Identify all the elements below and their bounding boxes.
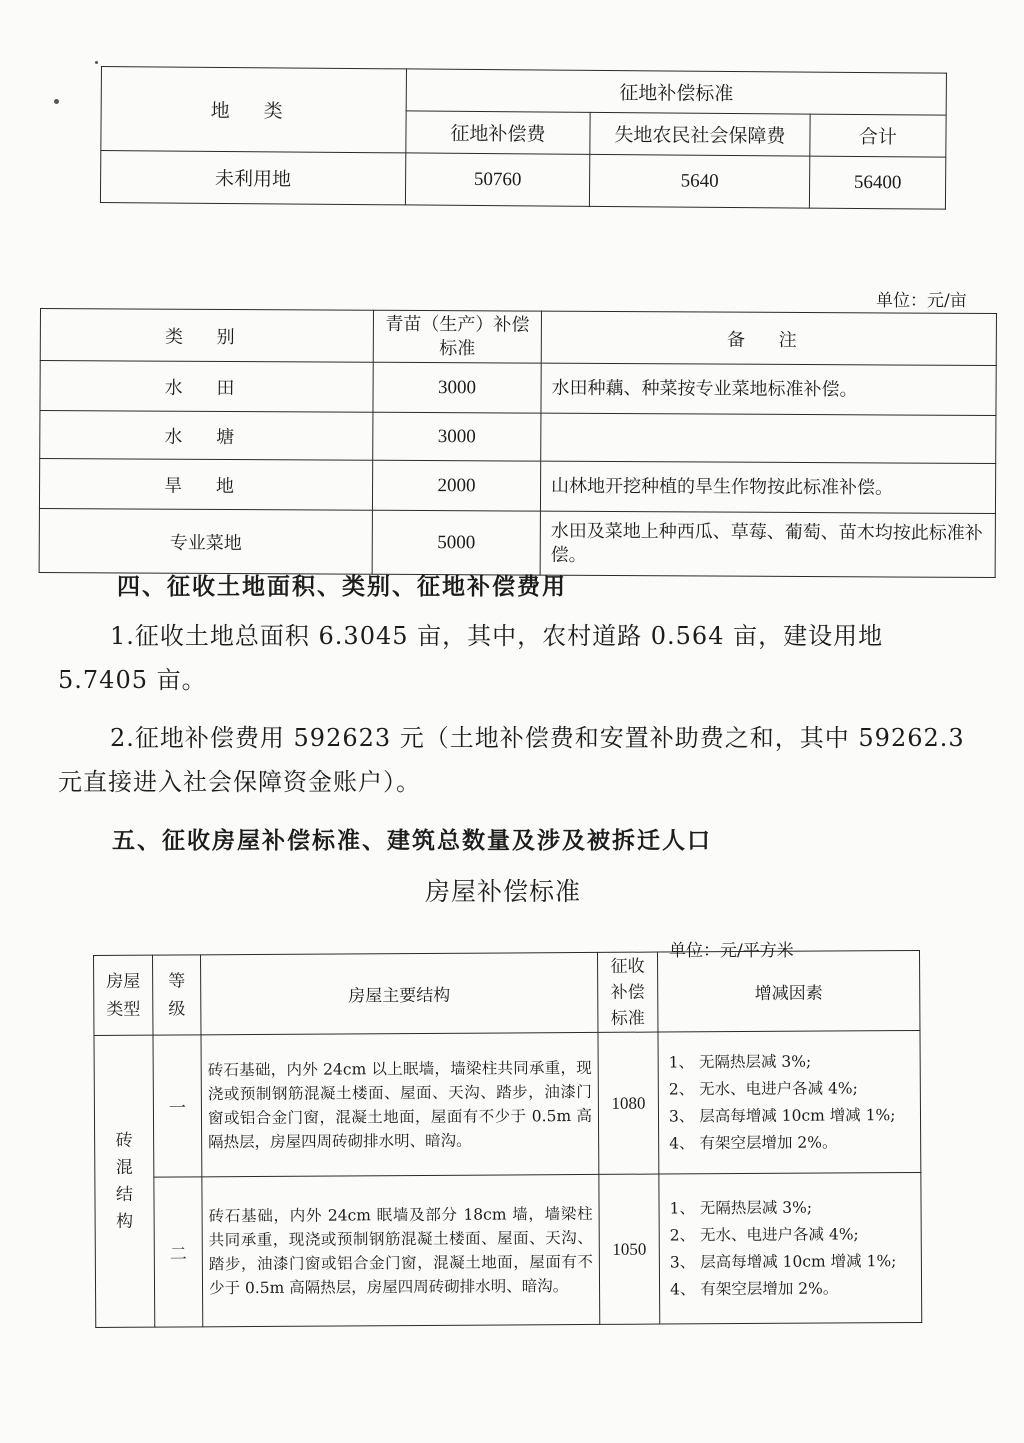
standard-header: 征地补偿标准 bbox=[406, 69, 946, 115]
h-remark: 备 注 bbox=[541, 311, 996, 365]
land-type-header: 地 类 bbox=[101, 67, 407, 153]
grade-cell: 一 bbox=[153, 1035, 202, 1177]
structure-cell: 砖石基础，内外 24cm 眠墙及部分 18cm 墙，墙梁柱共同承重，现浇或预制钢筋混凝土楼面、屋面、天沟、踏步，油漆门窗或铝合金门窗，混凝土地面，屋面有不少于 0.5m 高隔热层，房屋四周砖砌排水明、暗沟。 bbox=[202, 1174, 600, 1326]
scan-mark-dot bbox=[54, 99, 59, 104]
row-social-value: 5640 bbox=[589, 154, 809, 208]
remark-cell bbox=[541, 413, 996, 463]
category-cell: 水 田 bbox=[40, 361, 373, 413]
standard-value: 1080 bbox=[598, 1032, 659, 1174]
h-factors: 增减因素 bbox=[657, 950, 919, 1032]
land-compensation-table bbox=[100, 66, 947, 210]
value-cell: 3000 bbox=[373, 412, 541, 461]
value-cell: 2000 bbox=[372, 460, 540, 511]
house-type-cell: 砖混结构 bbox=[94, 1035, 155, 1327]
category-cell: 专业菜地 bbox=[39, 508, 372, 574]
factor-item: 4、 有架空层增加 2%。 bbox=[669, 1278, 839, 1298]
factors-cell bbox=[659, 1172, 922, 1324]
category-cell: 水 塘 bbox=[40, 411, 373, 461]
table2-unit: 单位：元/亩 bbox=[876, 291, 967, 311]
factor-item: 3、 层高每增减 10cm 增减 1%; bbox=[668, 1105, 896, 1125]
h-standard: 征收补偿标准 bbox=[597, 952, 657, 1032]
factors-cell bbox=[658, 1030, 921, 1174]
crop-compensation-table bbox=[39, 308, 997, 578]
grade-cell: 二 bbox=[154, 1177, 203, 1327]
h-crop-standard: 青苗（生产）补偿标准 bbox=[373, 310, 541, 363]
house-table-title: 房屋补偿标准 bbox=[425, 877, 582, 906]
factor-item: 1、 无隔热层减 3%; bbox=[668, 1052, 812, 1071]
standard-value: 1050 bbox=[599, 1174, 660, 1324]
factor-item: 2、 无水、电进户各减 4%; bbox=[668, 1078, 858, 1098]
col-fee-header: 征地补偿费 bbox=[406, 111, 590, 154]
factor-item: 4、 有架空层增加 2%。 bbox=[669, 1132, 838, 1152]
value-cell: 5000 bbox=[372, 510, 540, 575]
scan-mark-dot bbox=[95, 61, 98, 64]
house-compensation-table bbox=[93, 950, 922, 1328]
factor-item: 3、 层高每增减 10cm 增减 1%; bbox=[669, 1251, 897, 1271]
col-social-header: 失地农民社会保障费 bbox=[590, 112, 810, 156]
section4-paragraph-1: 1.征收土地总面积 6.3045 亩，其中，农村道路 0.564 亩，建设用地 5.7405 亩。 bbox=[58, 622, 884, 694]
h-category: 类 别 bbox=[40, 309, 373, 363]
section5-heading: 五、征收房屋补偿标准、建筑总数量及涉及被拆迁人口 bbox=[112, 827, 712, 854]
factor-item: 1、 无隔热层减 3%; bbox=[669, 1198, 813, 1217]
table3-unit: 单位：元/平方米 bbox=[669, 941, 794, 961]
section4-heading: 四、征收土地面积、类别、征地补偿费用 bbox=[117, 573, 567, 600]
remark-cell: 水田及菜地上种西瓜、草莓、葡萄、苗木均按此标准补偿。 bbox=[540, 511, 995, 577]
row-land-type: 未利用地 bbox=[100, 151, 405, 205]
h-house-type: 房屋类型 bbox=[94, 955, 153, 1035]
factor-item: 2、 无水、电进户各减 4%; bbox=[669, 1224, 859, 1244]
h-grade: 等级 bbox=[153, 955, 201, 1035]
category-cell: 旱 地 bbox=[39, 459, 372, 511]
remark-cell: 山林地开挖种植的旱生作物按此标准补偿。 bbox=[540, 461, 995, 513]
row-fee-value: 50760 bbox=[405, 153, 589, 206]
remark-cell: 水田种藕、种菜按专业菜地标准补偿。 bbox=[541, 363, 996, 415]
section4-paragraph-2: 2.征地补偿费用 592623 元（土地补偿费和安置补助费之和，其中 59262.3 元直接进入社会保障资金账户）。 bbox=[58, 724, 965, 796]
value-cell: 3000 bbox=[373, 362, 541, 413]
h-structure: 房屋主要结构 bbox=[201, 952, 598, 1034]
col-total-header: 合计 bbox=[810, 114, 946, 157]
structure-cell: 砖石基础，内外 24cm 以上眠墙，墙梁柱共同承重，现浇或预制钢筋混凝土楼面、屋面、天沟、踏步，油漆门窗或铝合金门窗，混凝土地面，屋面有不少于 0.5m 高隔热层，房屋四周砖砌排水明、暗沟。 bbox=[201, 1032, 599, 1176]
row-total-value: 56400 bbox=[809, 156, 945, 209]
